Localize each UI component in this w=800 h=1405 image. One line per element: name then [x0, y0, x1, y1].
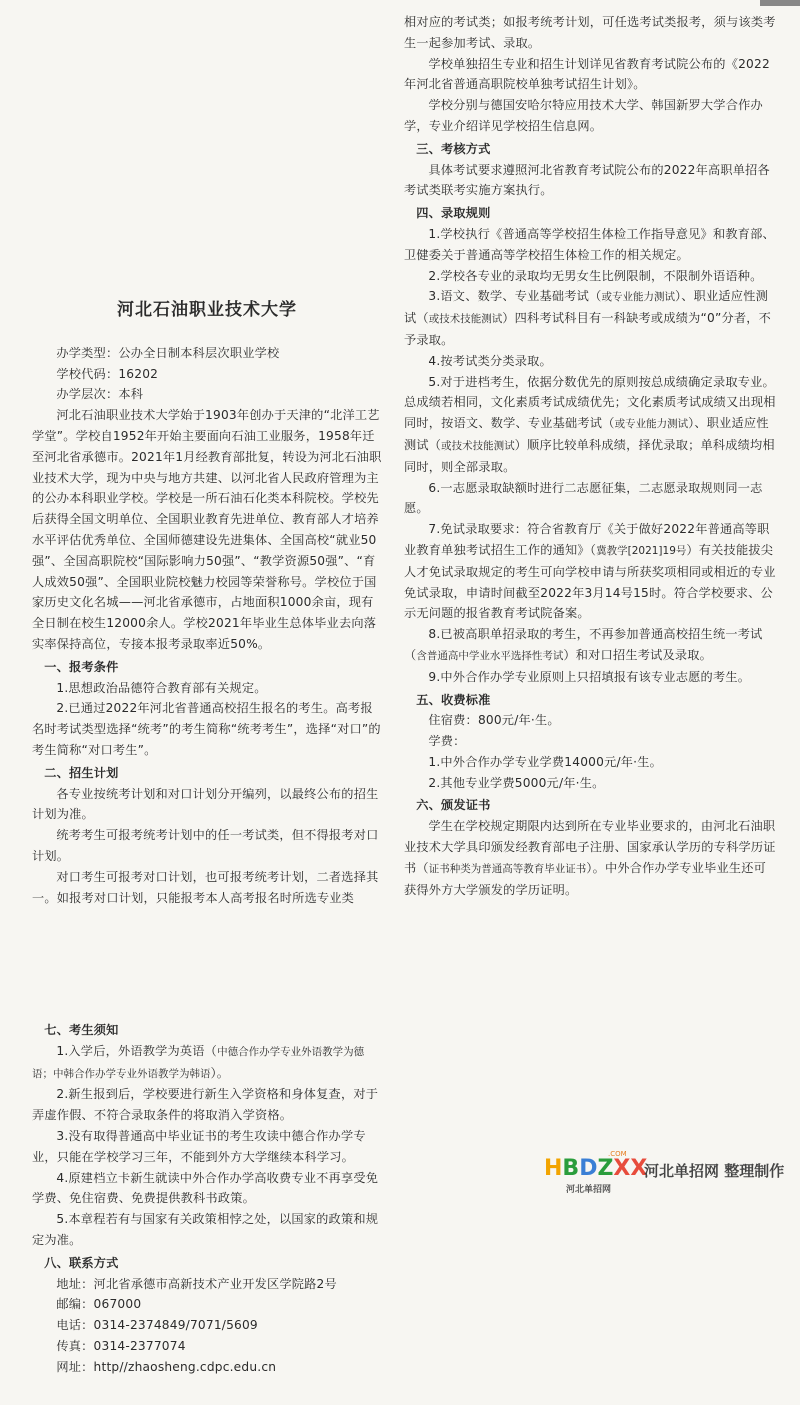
section-title-contact: 八、联系方式: [44, 1255, 119, 1270]
notice-text: 1.入学后，外语教学为英语（: [56, 1043, 218, 1058]
notice-text: ）。: [210, 1065, 230, 1080]
section-title-assessment: 三、考核方式: [416, 141, 491, 156]
rule-note: 或专业能力测试: [601, 291, 675, 304]
plan-item: 统考考生可报考统考计划中的任一考试类，但不得报考对口计划。: [32, 828, 379, 863]
rule-text: ）、职业适应性测试（: [404, 416, 769, 452]
contact-phone: 电话：0314-2374849/7071/5609: [56, 1318, 258, 1333]
admission-rule: [404, 286, 776, 350]
plan-item: 对口考生可报考对口计划，也可报考统考计划，二者选择其一。如报考对口计划，只能报考本人高考报名时所选专业类: [32, 869, 379, 905]
section-title-admission: 四、录取规则: [416, 206, 491, 221]
rule-note: 或技术技能测试: [428, 313, 503, 326]
contact-fax: 传真：0314-2377074: [56, 1338, 186, 1353]
admission-rule: 1.学校执行《普通高等学校招生体检工作指导意见》和教育部、卫健委关于普通高等学校招生体检工作的相关规定。: [404, 226, 775, 262]
admission-rule: 2.学校各专业的录取均无男女生比例限制，不限制外语语种。: [428, 268, 763, 283]
plan-item: 各专业按统考计划和对口计划分开编列，以最终公布的招生计划为准。: [32, 786, 379, 822]
logo-com: .COM: [608, 1150, 627, 1158]
logo-letter: B: [562, 1156, 580, 1181]
logo-subtitle: 河北单招网: [566, 1185, 612, 1195]
admission-rule: [404, 519, 776, 624]
school-level: 办学层次：本科: [56, 387, 144, 402]
hbdzxx-logo: [540, 1148, 790, 1198]
cert-text: ）。中外合作办学专业毕业生还可获得外方大学颁发的学历证明。: [404, 860, 766, 897]
school-code: 学校代码：16202: [56, 366, 159, 381]
school-title: 河北石油职业技术大学: [117, 300, 297, 320]
admission-rule: 6.一志愿录取缺额时进行二志愿征集，二志愿录取规则同一志愿。: [404, 480, 763, 516]
school-type: 办学类型：公办全日制本科层次职业学校: [56, 345, 280, 360]
requirement-item: 2.已通过2022年河北省普通高校招生报名的考生。高考报名时考试类型选择“统考”的考生简称“统考考生”，选择“对口”的考生简称“对口考生”。: [32, 701, 381, 757]
section-title-plan: 二、招生计划: [44, 765, 119, 780]
rule-text: 3.语文、数学、专业基础考试（: [428, 289, 602, 304]
rule-text: ）有关技能拔尖人才免试录取规定的考生可向学校申请与所获奖项相同或相近的专业免试录取，申请时间截至2022年3月14号15时。符合学校要求、公示无问题的报省教育考试院备案。: [404, 542, 776, 621]
bottom-column: [32, 1018, 382, 1378]
admission-rule: [404, 372, 776, 478]
rule-note: 或技术技能测试: [441, 439, 515, 452]
plan-continued: 相对应的考试类；如报考统考计划，可任选考试类报考，须与该类考生一起参加考试、录取。: [404, 15, 776, 50]
rule-text: ）顺序比较单科成绩，择优录取；单科成绩均相同时，则全部录取。: [404, 437, 775, 474]
rule-text: ）和对口招生考试及录取。: [563, 647, 713, 662]
notice-item: 3.没有取得普通高中毕业证书的考生攻读中德合作办学专业，只能在学校学习三年，不能到外方大学继续本科学习。: [32, 1128, 366, 1164]
notice-item: 5.本章程若有与国家有关政策相悖之处，以国家的政策和规定为准。: [32, 1212, 379, 1247]
admission-rule: 4.按考试类分类录取。: [428, 353, 552, 368]
rule-text: 8.已被高职单招录取的考生，不再参加普通高校招生统一考试（: [404, 627, 763, 662]
certificate-text: [404, 816, 776, 900]
page-edge-mark: [760, 0, 800, 6]
rule-text: ）、职业适应性测试（: [404, 289, 768, 326]
requirement-item: 1.思想政治品德符合教育部有关规定。: [56, 680, 267, 695]
contact-postcode: 邮编：067000: [56, 1297, 142, 1312]
admission-rule: [404, 624, 776, 667]
plan-paragraph: 学校单独招生专业和招生计划详见省教育考试院公布的《2022年河北省普通高职院校单独考试招生计划》。: [404, 56, 770, 92]
rule-text: ）四科考试科目有一科缺考或成绩为“0”分者，不予录取。: [404, 311, 772, 347]
rule-note: 或专业能力测试: [614, 418, 689, 431]
logo-letter: Z: [597, 1156, 614, 1181]
cert-note: 证书种类为普通高等教育毕业证书: [428, 862, 587, 875]
fee-item: 1.中外合作办学专业学费14000元/年·生。: [428, 754, 662, 769]
notice-item: 2.新生报到后，学校要进行新生入学资格和身体复查，对于弄虚作假、不符合录取条件的将取消入学资格。: [32, 1087, 379, 1123]
fee-item: 2.其他专业学费5000元/年·生。: [428, 775, 605, 790]
contact-website: 网址：http//zhaosheng.cdpc.edu.cn: [56, 1359, 277, 1374]
section-title-fees: 五、收费标准: [416, 692, 491, 707]
notice-item: 4.原建档立卡新生就读中外合作办学高收费专业不再享受免学费、免住宿费、免费提供教科书政策。: [32, 1170, 379, 1206]
logo-wordmark: [544, 1156, 647, 1181]
rule-text: 5.对于进档考生，依据分数优先的原则按总成绩确定录取专业。总成绩若相同，文化素质考试成绩优先；文化素质考试成绩又出现相同时，按语文、数学、专业基础考试（: [404, 374, 776, 431]
rule-note: 含普通高中学业水平选择性考试: [416, 649, 564, 662]
watermark-text: 河北单招网 整理制作: [644, 1162, 785, 1180]
contact-address: 地址：河北省承德市高新技术产业开发区学院路2号: [56, 1276, 337, 1291]
right-column: [404, 12, 776, 900]
rule-text: 7.免试录取要求：符合省教育厅《关于做好2022年普通高等职业教育单独考试招生工作的通知》（: [404, 522, 770, 557]
logo-letter: XX: [613, 1156, 648, 1181]
rule-note: 冀教学[2021]19号: [596, 544, 687, 557]
fee-item: 学费：: [428, 734, 466, 749]
plan-paragraph: 学校分别与德国安哈尔特应用技术大学、韩国新罗大学合作办学，专业介绍详见学校招生信息网。: [404, 98, 763, 133]
logo-letter: H: [544, 1156, 563, 1181]
notice-note: 中德合作办学专业外语教学为德语；中韩合作办学专业外语教学为韩语: [32, 1045, 365, 1080]
left-column: [32, 300, 382, 908]
cert-text: 学生在学校规定期限内达到所在专业毕业要求的，由河北石油职业技术大学具印颁发经教育部电子注册、国家承认学历的专科学历证书（: [404, 819, 776, 875]
section-title-requirements: 一、报考条件: [44, 659, 119, 674]
admission-rule: 9.中外合作办学专业原则上只招填报有该专业志愿的考生。: [428, 669, 751, 684]
logo-letter: D: [579, 1156, 598, 1181]
section-title-certificate: 六、颁发证书: [416, 798, 491, 813]
assessment-text: 具体考试要求遵照河北省教育考试院公布的2022年高职单招各考试类联考实施方案执行。: [404, 162, 770, 198]
fee-item: 住宿费：800元/年·生。: [428, 713, 560, 728]
notice-item: [32, 1041, 382, 1085]
section-title-notice: 七、考生须知: [44, 1023, 119, 1037]
school-intro: 河北石油职业技术大学始于1903年创办于天津的“北洋工艺学堂”。学校自1952年开始主要面向石油工业服务，1958年迁至河北省承德市。2021年1月经教育部批复，转设为河北石油职业技术大学，现为中央与地方共建、以河北省人民政府管理为主的公办本科职业学校。学校是一所石油石化类本科院校。学校先后获得全国文明单位、全国职业教育先进单位、教育部人才培养水平评估优秀单位、全国师德建设先进集体、全国高校“就业50强”、全国高职院校“国际影响力50强”、“教学资源50强”、“育人成效50强”、全国职业院校魅力校园等荣誉称号。学校位于国家历史文化名城——河北省承德市，占地面积1000余亩，现有全日制在校生12000余人。学校2021年毕业生总体毕业去向落实率保持高位，专接本报考录取率近50%。: [32, 408, 382, 651]
